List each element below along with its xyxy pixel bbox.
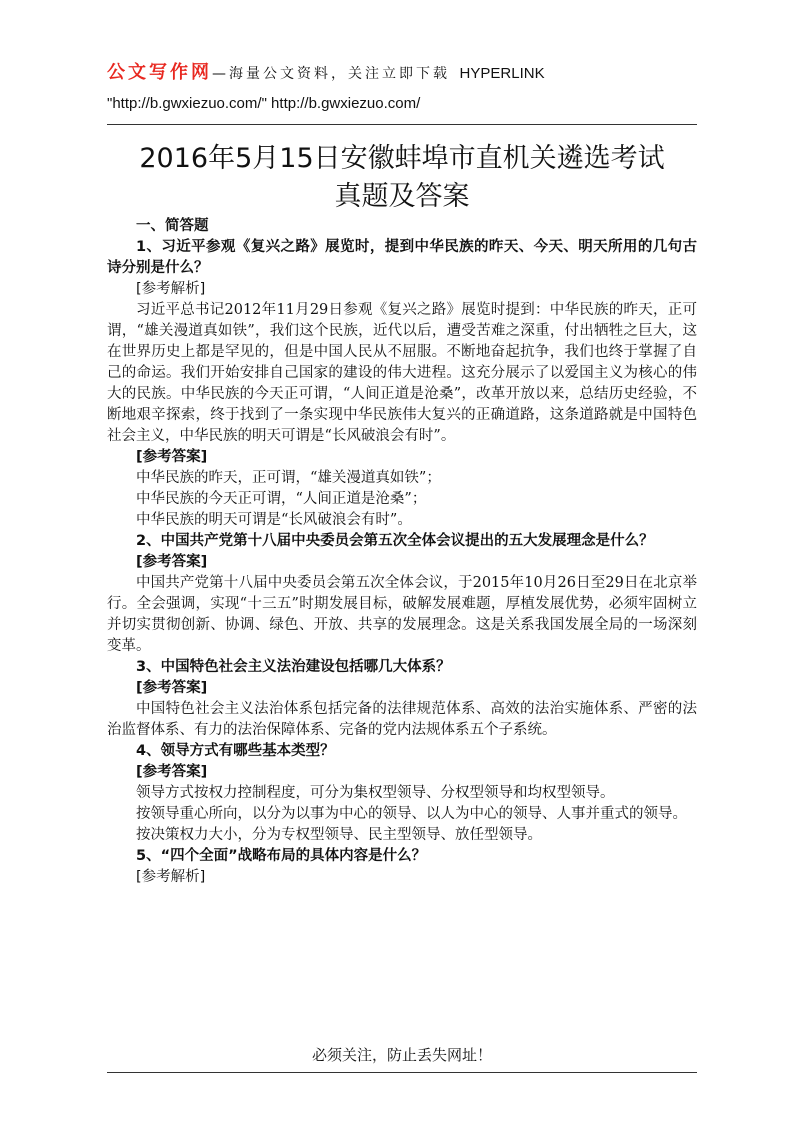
page-footer: 必须关注，防止丢失网址！ (311, 1046, 492, 1064)
answer-1-line-2: 中华民族的今天正可谓，“人间正道是沧桑”； (136, 491, 427, 507)
title-line-1: 2016年5月15日安徽蚌埠市直机关遴选考试 (139, 143, 665, 174)
hyperlink-field: HYPERLINK (459, 65, 545, 82)
header-url-line[interactable]: "http://b.gwxiezuo.com/" http://b.gwxiezuo.com/ (107, 95, 421, 112)
answer-1-line-3: 中华民族的明天可谓是“长风破浪会有时”。 (136, 512, 412, 528)
question-5: 5、“四个全面”战略布局的具体内容是什么？ (136, 848, 427, 864)
question-1: 1、习近平参观《复兴之路》展览时，提到中华民族的昨天、今天、明天所用的几句古诗分别是什么？ (107, 239, 697, 276)
section-heading: 一、简答题 (136, 218, 209, 234)
header-divider (107, 124, 697, 125)
page-header (107, 58, 697, 119)
document-title (100, 140, 704, 216)
analysis-1-text: 习近平总书记2012年11月29日参观《复兴之路》展览时提到：中华民族的昨天，正可谓，“雄关漫道真如铁”，我们这个民族，近代以后，遭受苦难之深重，付出牺牲之巨大，这在世界历史上都是罕见的，但是中国人民从不屈服。不断地奋起抗争，我们也终于掌握了自己的命运。我们开始安排自己国家的建设的伟大进程。这充分展示了以爱国主义为核心的伟大的民族。中华民族的今天正可谓，“人间正道是沧桑”，改革开放以来，总结历史经验，不断地艰辛探索，终于找到了一条实现中华民族伟大复兴的正确道路，这条道路就是中国特色社会主义，中华民族的明天可谓是“长风破浪会有时”。 (107, 302, 697, 444)
footer-divider (107, 1072, 697, 1073)
answer-label: [参考答案] (136, 449, 208, 465)
site-slogan: —海量公文资料，关注立即下载 (212, 66, 450, 82)
answer-3-text: 中国特色社会主义法治体系包括完备的法律规范体系、高效的法治实施体系、严密的法治监督体系、有力的法治保障体系、完备的党内法规体系五个子系统。 (107, 701, 697, 738)
answer-label: [参考答案] (136, 764, 208, 780)
title-line-2: 真题及答案 (334, 181, 470, 212)
question-3: 3、中国特色社会主义法治建设包括哪几大体系？ (136, 659, 451, 675)
site-brand[interactable]: 公文写作网 (107, 62, 212, 83)
answer-label: [参考答案] (136, 554, 208, 570)
document-body (107, 216, 697, 888)
question-4: 4、领导方式有哪些基本类型？ (136, 743, 335, 759)
analysis-label: [参考解析] (136, 869, 206, 885)
header-line-1 (107, 58, 697, 89)
answer-1-line-1: 中华民族的昨天，正可谓，“雄关漫道真如铁”； (136, 470, 441, 486)
answer-4-line-2: 按领导重心所向，以分为以事为中心的领导、以人为中心的领导、人事并重式的领导。 (136, 806, 687, 822)
answer-4-line-1: 领导方式按权力控制程度，可分为集权型领导、分权型领导和均权型领导。 (136, 785, 615, 801)
question-2: 2、中国共产党第十八届中央委员会第五次全体会议提出的五大发展理念是什么？ (136, 533, 654, 549)
analysis-label: [参考解析] (136, 281, 206, 297)
answer-label: [参考答案] (136, 680, 208, 696)
answer-2-text: 中国共产党第十八届中央委员会第五次全体会议，于2015年10月26日至29日在北京举行。全会强调，实现“十三五”时期发展目标，破解发展难题，厚植发展优势，必须牢固树立并切实贯彻创新、协调、绿色、开放、共享的发展理念。这是关系我国发展全局的一场深刻变革。 (107, 575, 697, 654)
answer-4-line-3: 按决策权力大小，分为专权型领导、民主型领导、放任型领导。 (136, 827, 542, 843)
